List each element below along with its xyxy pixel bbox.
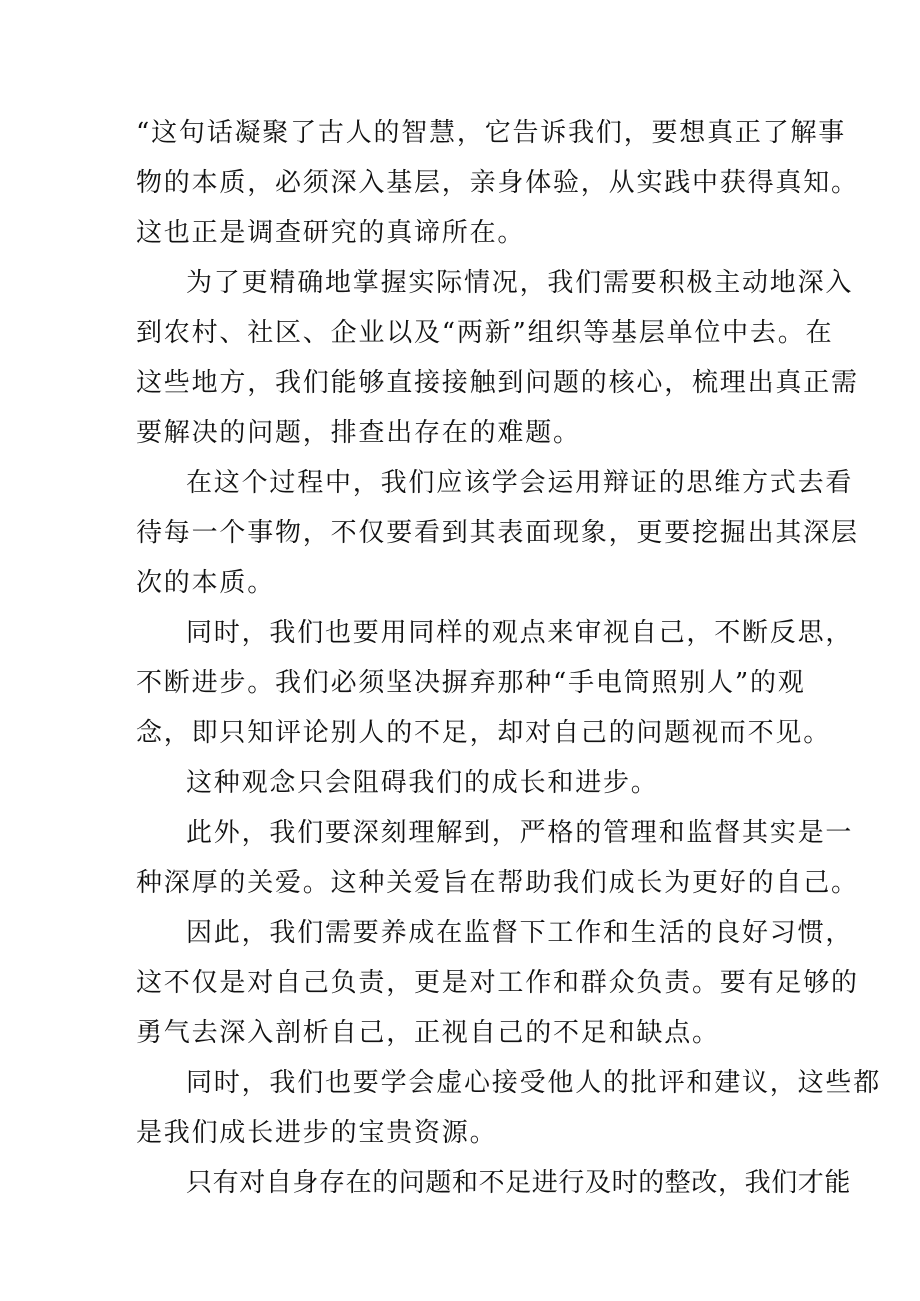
text-line: “这句话凝聚了古人的智慧，它告诉我们，要想真正了解事 — [136, 118, 847, 148]
text-line: 念，即只知评论别人的不足，却对自己的问题视而不见。 — [136, 718, 832, 748]
text-line: 不断进步。我们必须坚决摒弃那种“手电筒照别人”的观 — [136, 668, 806, 698]
paragraph-first-line: 此外，我们要深刻理解到，严格的管理和监督其实是一 — [186, 818, 854, 848]
text-line: 勇气去深入剖析自己，正视自己的不足和缺点。 — [136, 1018, 720, 1048]
text-line: 是我们成长进步的宝贵资源。 — [136, 1118, 498, 1148]
document-body — [136, 113, 882, 1213]
text-line: 这也正是调查研究的真谛所在。 — [136, 218, 526, 248]
paragraph-first-line: 因此，我们需要养成在监督下工作和生活的良好习惯， — [186, 918, 854, 948]
text-line: 这不仅是对自己负责，更是对工作和群众负责。要有足够的 — [136, 968, 859, 998]
paragraph-first-line: 这种观念只会阻碍我们的成长和进步。 — [186, 768, 659, 798]
text-line: 次的本质。 — [136, 568, 276, 598]
text-line: 到农村、社区、企业以及“两新”组织等基层单位中去。在 — [136, 318, 834, 348]
paragraph-first-line: 在这个过程中，我们应该学会运用辩证的思维方式去看 — [186, 468, 854, 498]
text-line: 待每一个事物，不仅要看到其表面现象，更要挖掘出其深层 — [136, 518, 859, 548]
paragraph-first-line: 同时，我们也要用同样的观点来审视自己，不断反思， — [186, 618, 854, 648]
text-line: 这些地方，我们能够直接接触到问题的核心，梳理出真正需 — [136, 368, 859, 398]
paragraph-first-line: 同时，我们也要学会虚心接受他人的批评和建议，这些都 — [186, 1068, 882, 1098]
paragraph-first-line: 为了更精确地掌握实际情况，我们需要积极主动地深入 — [186, 268, 854, 298]
paragraph-first-line: 只有对自身存在的问题和不足进行及时的整改，我们才能 — [186, 1168, 852, 1198]
text-line: 种深厚的关爱。这种关爱旨在帮助我们成长为更好的自己。 — [136, 868, 859, 898]
text-line: 要解决的问题，排查出存在的难题。 — [136, 418, 581, 448]
text-line: 物的本质，必须深入基层，亲身体验，从实践中获得真知。 — [136, 168, 859, 198]
